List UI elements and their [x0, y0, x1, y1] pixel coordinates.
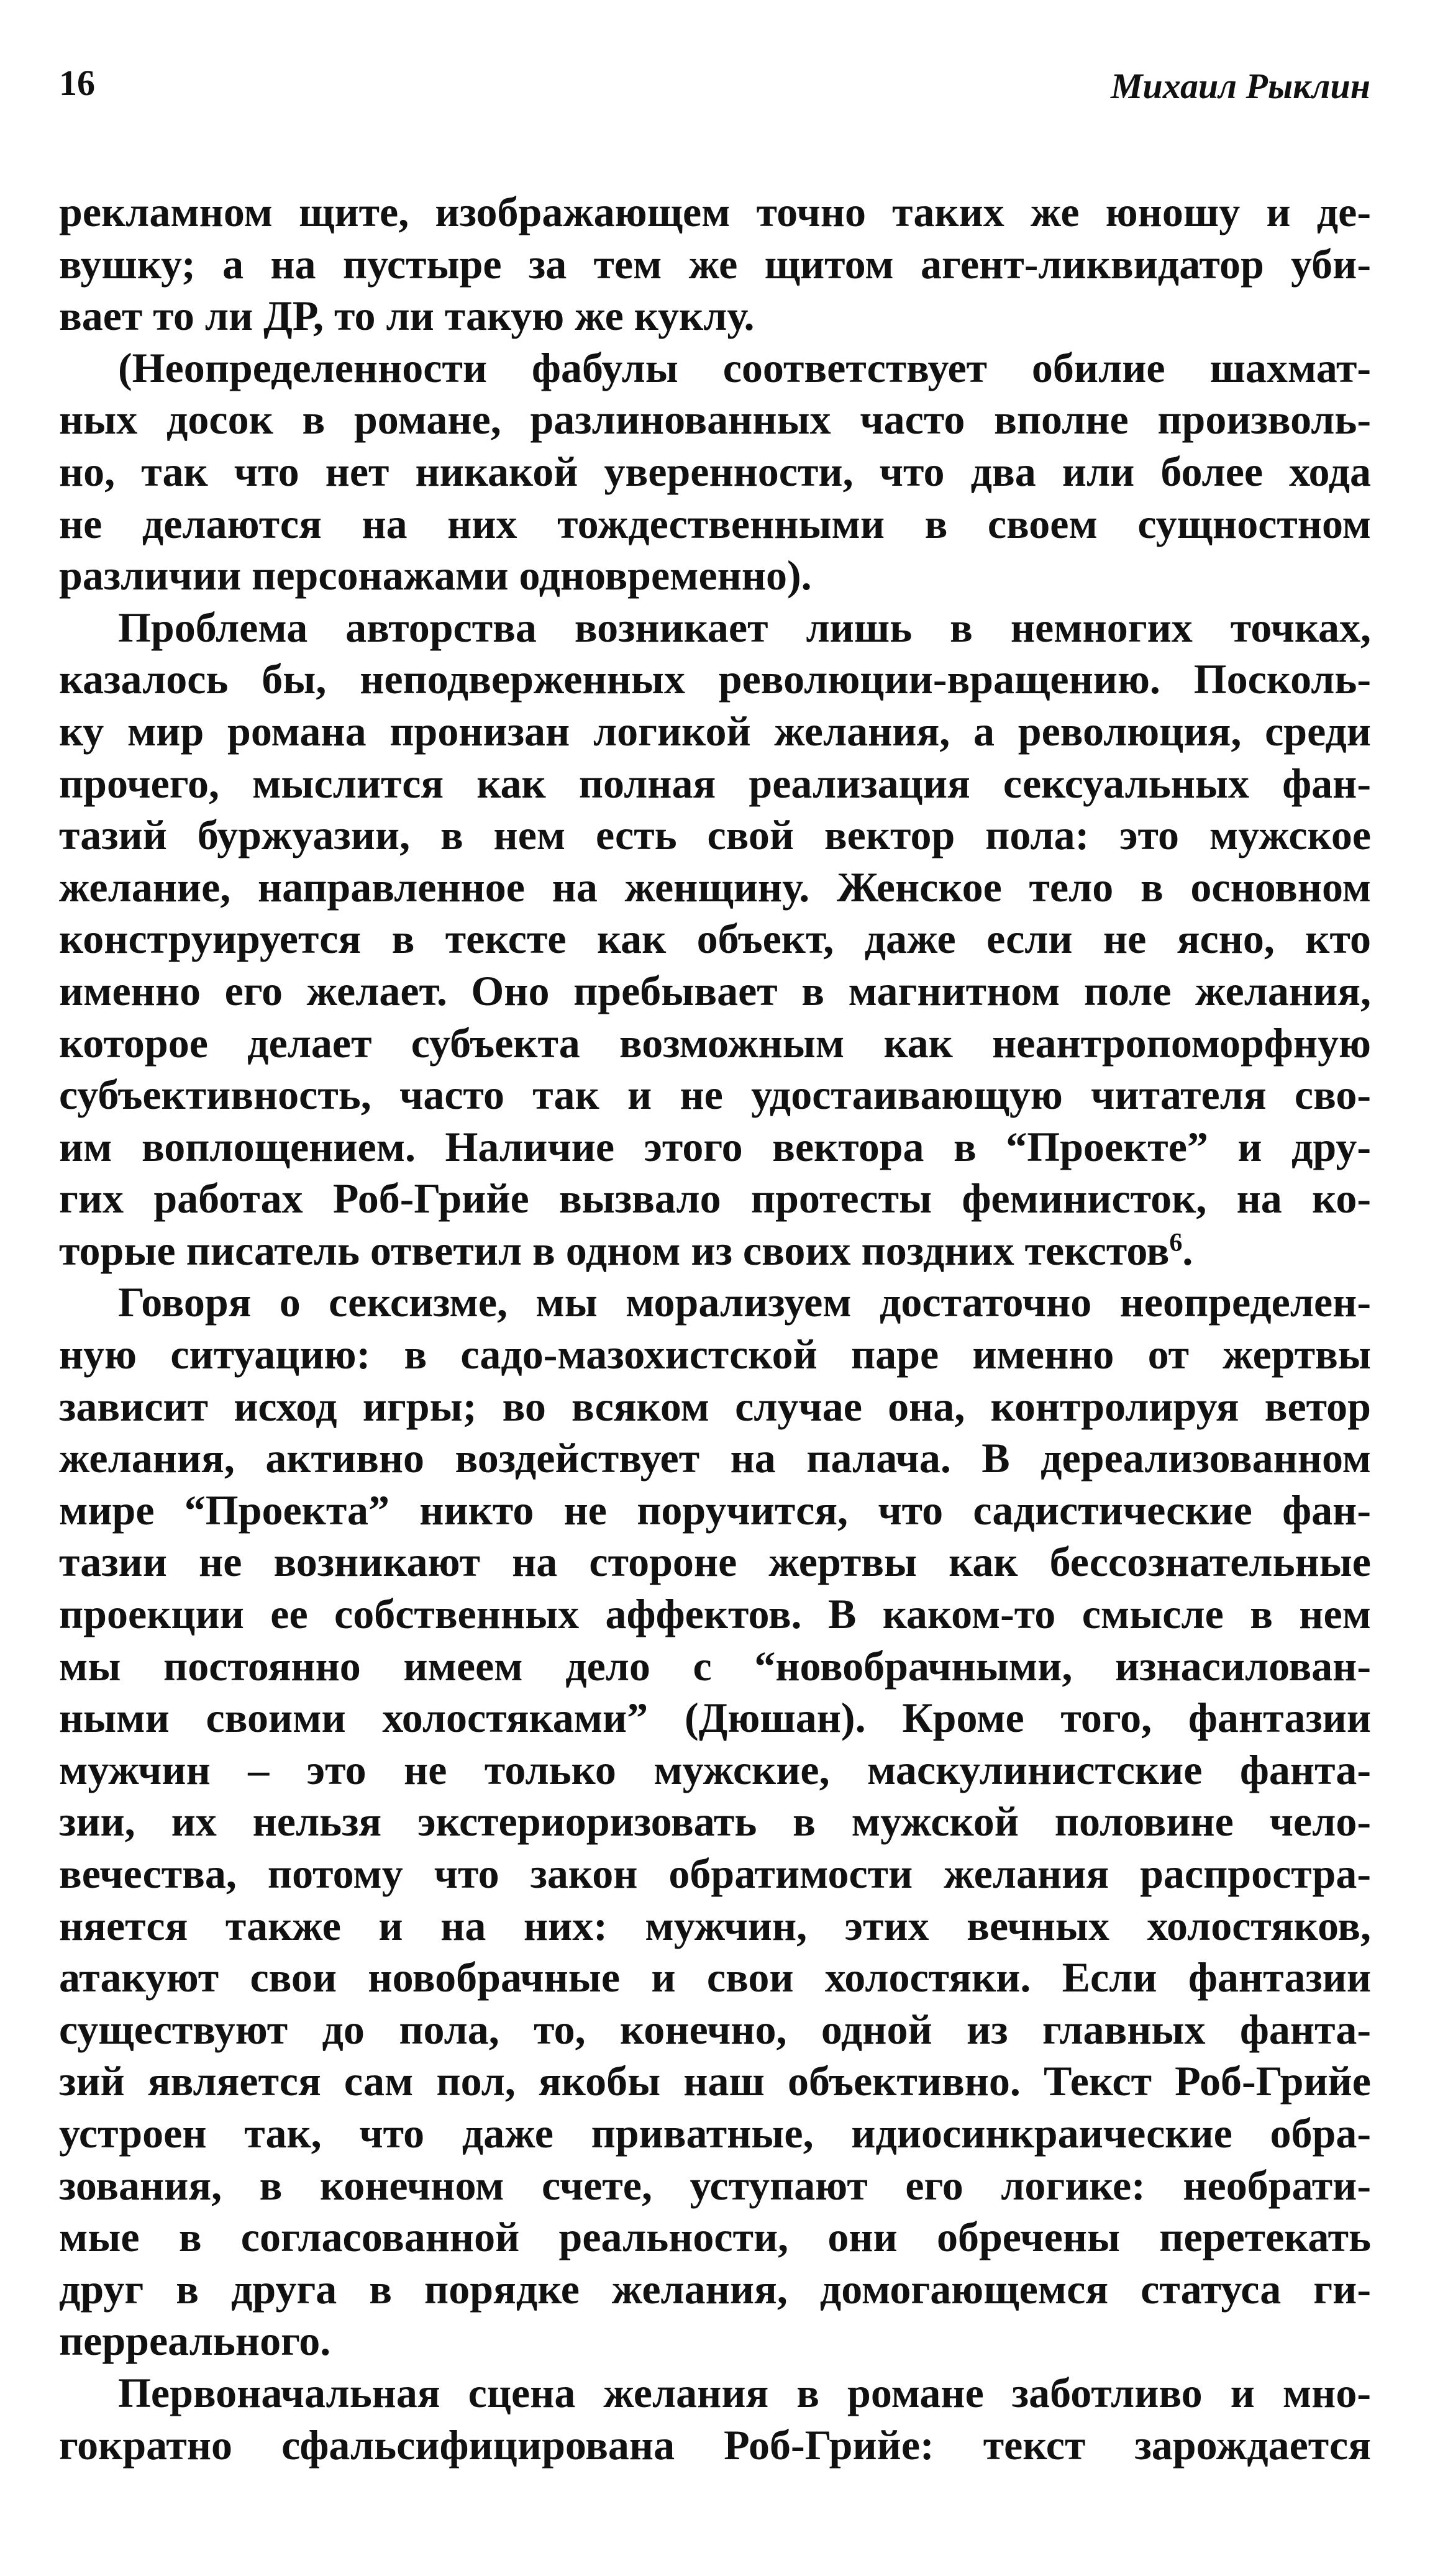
text-line: зависит исход игры; во всяком случае она, контролируя ветор: [59, 1382, 1371, 1430]
paragraph-first-line: Говоря о сексизме, мы морализуем достаточно неопределен-: [118, 1278, 1371, 1326]
text-line: мире “Проекта” никто не поручится, что садистические фан-: [59, 1486, 1371, 1534]
text-line: ными своими холостяками” (Дюшан). Кроме того, фантазии: [59, 1694, 1371, 1742]
text-line: рекламном щите, изображающем точно таких же юношу и де-: [59, 188, 1371, 235]
text-line: желание, направленное на женщину. Женское тело в основном: [59, 863, 1371, 911]
text-line: вает то ли ДР, то ли такую же куклу.: [59, 292, 755, 340]
text-line: устроен так, что даже приватные, идиосинкраические обра-: [59, 2109, 1371, 2157]
text-line: субъективность, часто так и не удостаивающую читателя сво-: [59, 1071, 1371, 1119]
text-line: торые писатель ответил в одном из своих поздних текстов: [59, 1226, 1170, 1274]
text-line: казалось бы, неподверженных революции-вращению. Посколь-: [59, 655, 1371, 703]
text-line: прочего, мыслится как полная реализация сексуальных фан-: [59, 759, 1371, 807]
text-line: вечества, потому что закон обратимости желания распростра-: [59, 1850, 1371, 1897]
text-line-with-footnote: [59, 1225, 1371, 1277]
text-line: существуют до пола, то, конечно, одной из главных фанта-: [59, 2005, 1371, 2053]
page-number: 16: [59, 63, 95, 103]
text-line: ную ситуацию: в садо-мазохистской паре именно от жертвы: [59, 1331, 1371, 1378]
paragraph-first-line: Проблема авторства возникает лишь в немногих точках,: [118, 603, 1371, 651]
text-line: мужчин – это не только мужские, маскулинистские фанта-: [59, 1745, 1371, 1793]
text-line: различии персонажами одновременно).: [59, 552, 812, 599]
text-line: конструируется в тексте как объект, даже если не ясно, кто: [59, 915, 1371, 963]
footnote-reference[interactable]: 6: [1169, 1228, 1183, 1257]
text-line: ных досок в романе, разлинованных часто вполне произволь-: [59, 396, 1371, 444]
text-line: именно его желает. Оно пребывает в магнитном поле желания,: [59, 967, 1371, 1014]
text-line: проекции ее собственных аффектов. В каком-то смысле в нем: [59, 1590, 1371, 1638]
sentence-period: .: [1182, 1226, 1193, 1274]
body-text: [59, 186, 1371, 2471]
text-line: няется также и на них: мужчин, этих вечных холостяков,: [59, 1901, 1371, 1949]
text-line: зий является сам пол, якобы наш объективно. Текст Роб-Грийе: [59, 2057, 1371, 2105]
text-line: желания, активно воздействует на палача. В дереализованном: [59, 1434, 1371, 1482]
paragraph-first-line: Первоначальная сцена желания в романе заботливо и мно-: [118, 2369, 1371, 2416]
text-line: зования, в конечном счете, уступают его логике: необрати-: [59, 2161, 1371, 2209]
text-line: тазии не возникают на стороне жертвы как бессознательные: [59, 1538, 1371, 1586]
text-line: им воплощением. Наличие этого вектора в “Проекте” и дру-: [59, 1122, 1371, 1170]
text-line: не делаются на них тождественными в своем сущностном: [59, 499, 1371, 547]
text-line: перреального.: [59, 2317, 331, 2365]
text-line: гих работах Роб-Грийе вызвало протесты феминисток, на ко-: [59, 1175, 1371, 1222]
text-line: тазий буржуазии, в нем есть свой вектор пола: это мужское: [59, 811, 1371, 859]
text-line: гократно сфальсифицирована Роб-Грийе: текст зарождается: [59, 2421, 1371, 2469]
text-line: друг в друга в порядке желания, домогающемся статуса ги-: [59, 2265, 1371, 2313]
text-line: зии, их нельзя экстериоризовать в мужской половине чело-: [59, 1798, 1371, 1846]
text-line: мые в согласованной реальности, они обречены перетекать: [59, 2213, 1371, 2261]
running-head-author: Михаил Рыклин: [1110, 66, 1370, 106]
paragraph-first-line: (Неопределенности фабулы соответствует обилие шахмат-: [118, 344, 1371, 391]
text-line: атакуют свои новобрачные и свои холостяки. Если фантазии: [59, 1954, 1371, 2001]
text-line: мы постоянно имеем дело с “новобрачными, изнасилован-: [59, 1642, 1371, 1690]
text-line: ку мир романа пронизан логикой желания, а революция, среди: [59, 707, 1371, 755]
text-line: которое делает субъекта возможным как неантропоморфную: [59, 1019, 1371, 1067]
text-line: вушку; а на пустыре за тем же щитом агент-ликвидатор уби-: [59, 240, 1371, 288]
text-line: но, так что нет никакой уверенности, что два или более хода: [59, 447, 1371, 495]
